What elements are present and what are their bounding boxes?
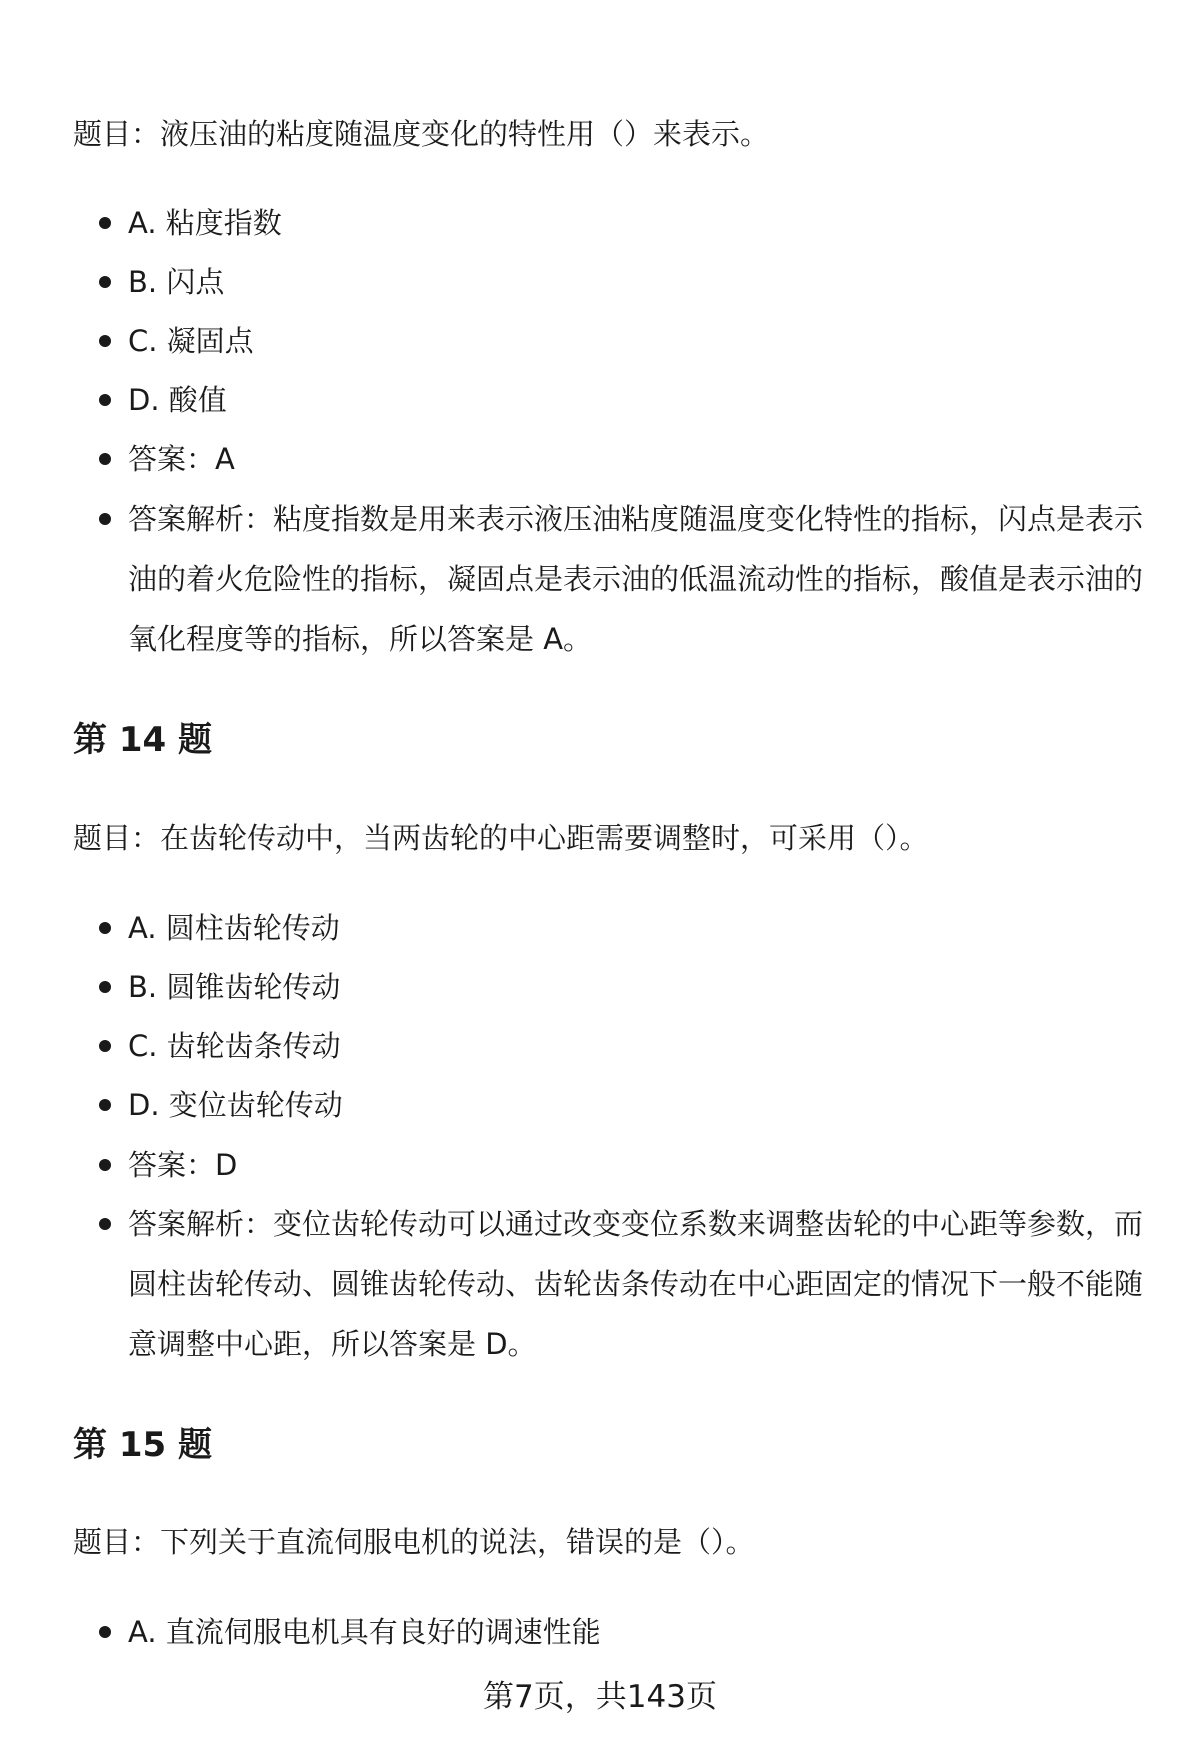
bullet-icon: [99, 276, 111, 288]
option-text: D. 变位齿轮传动: [128, 1088, 343, 1122]
bullet-icon: [99, 1159, 111, 1171]
option-text: B. 闪点: [128, 265, 225, 299]
answer-text: 答案：A: [128, 442, 235, 476]
bullet-icon: [99, 453, 111, 465]
bullet-icon: [99, 1218, 111, 1230]
option-text: A. 粘度指数: [128, 206, 282, 240]
page-number-footer: 第7页，共143页: [483, 1679, 717, 1715]
q15-stem: 题目：下列关于直流伺服电机的说法，错误的是（）。: [73, 1525, 755, 1559]
option-text: B. 圆锥齿轮传动: [128, 970, 341, 1004]
bullet-icon: [99, 922, 111, 934]
analysis-text: 答案解析：变位齿轮传动可以通过改变变位系数来调整齿轮的中心距等参数，而圆柱齿轮传动、圆锥齿轮传动、齿轮齿条传动在中心距固定的情况下一般不能随意调整中心距，所以答案是 D。: [128, 1207, 1144, 1361]
bullet-icon: [99, 1040, 111, 1052]
bullet-icon: [99, 394, 111, 406]
q14-heading: 第 14 题: [73, 720, 212, 760]
option-text: C. 齿轮齿条传动: [128, 1029, 341, 1063]
option-text: D. 酸值: [128, 383, 227, 417]
bullet-icon: [99, 1626, 111, 1638]
option-text: A. 圆柱齿轮传动: [128, 911, 340, 945]
bullet-icon: [99, 335, 111, 347]
q14-stem: 题目：在齿轮传动中，当两齿轮的中心距需要调整时，可采用（）。: [73, 821, 929, 855]
bullet-icon: [99, 981, 111, 993]
bullet-icon: [99, 1099, 111, 1111]
bullet-icon: [99, 217, 111, 229]
q15-heading: 第 15 题: [73, 1425, 212, 1465]
option-text: C. 凝固点: [128, 324, 254, 358]
q13-stem: 题目：液压油的粘度随温度变化的特性用（）来表示。: [73, 117, 770, 151]
bullet-icon: [99, 513, 111, 525]
option-text: A. 直流伺服电机具有良好的调速性能: [128, 1615, 601, 1649]
analysis-text: 答案解析：粘度指数是用来表示液压油粘度随温度变化特性的指标，闪点是表示油的着火危险性的指标，凝固点是表示油的低温流动性的指标，酸值是表示油的氧化程度等的指标，所以答案是 A。: [128, 502, 1144, 656]
answer-text: 答案：D: [128, 1148, 238, 1182]
